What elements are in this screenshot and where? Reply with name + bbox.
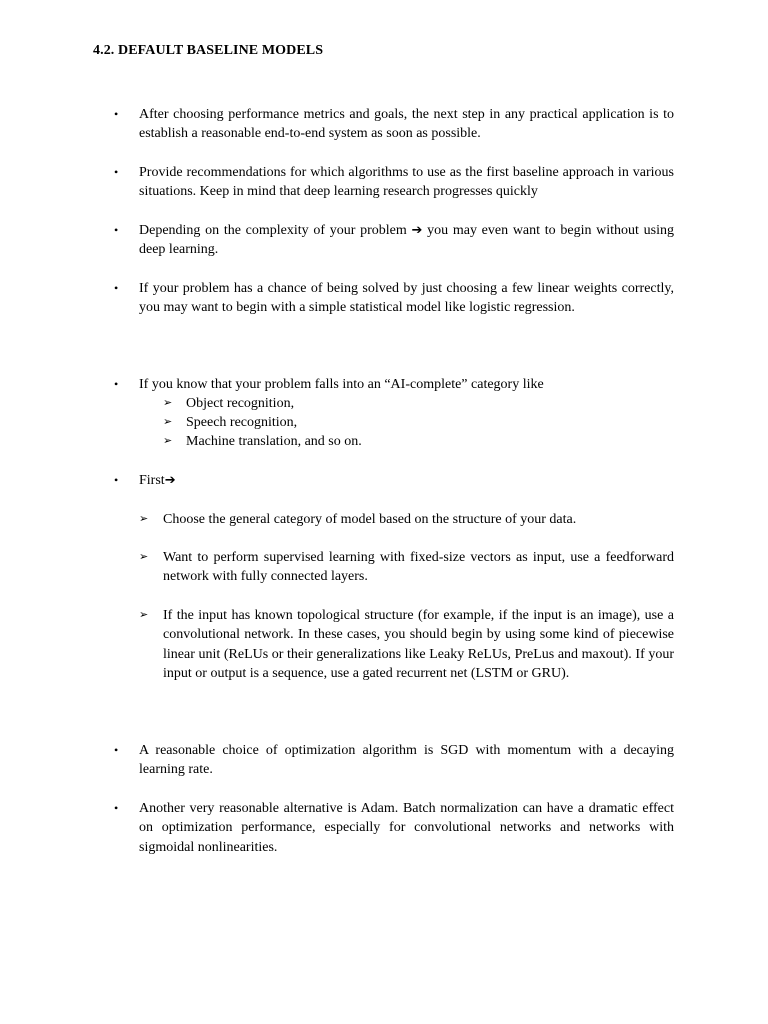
arrowhead-bullet-icon: ➢: [139, 513, 149, 525]
arrow-icon: ➔: [411, 223, 423, 238]
bullet-icon: •: [114, 473, 119, 487]
section-heading: 4.2. DEFAULT BASELINE MODELS: [93, 43, 324, 58]
bullet-text-part: First: [139, 473, 165, 488]
bullet-text-part: you may even want to begin without using deep learning.: [139, 223, 675, 258]
bullet-icon: •: [114, 165, 119, 179]
sub-item-text: Machine translation, and so on.: [186, 434, 362, 449]
arrowhead-bullet-icon: ➢: [163, 397, 173, 409]
sub-item-text: Choose the general category of model based on the structure of your data.: [163, 512, 577, 527]
bullet-icon: •: [114, 743, 119, 757]
bullet-icon: •: [114, 107, 119, 121]
arrowhead-bullet-icon: ➢: [139, 551, 149, 563]
arrow-icon: ➔: [164, 473, 176, 488]
bullet-text: A reasonable choice of optimization algorithm is SGD with momentum with a decaying learning rate.: [139, 743, 674, 778]
bullet-text-part: Depending on the complexity of your problem: [139, 223, 407, 238]
sub-item-text: If the input has known topological structure (for example, if the input is an image), use a convolutional network. In these cases, you should begin by using some kind of piecewise linear unit (ReLUs or their generalizations like Leaky ReLUs, PreLus and maxout). If your input or output is a sequence, use a gated recurrent net (LSTM or GRU).: [163, 608, 674, 681]
bullet-icon: •: [114, 223, 119, 237]
bullet-icon: •: [114, 801, 119, 815]
bullet-icon: •: [114, 377, 119, 391]
arrowhead-bullet-icon: ➢: [163, 416, 173, 428]
bullet-text: If you know that your problem falls into an “AI-complete” category like: [139, 377, 544, 392]
bullet-text: After choosing performance metrics and goals, the next step in any practical application is to establish a reasonable end-to-end system as soon as possible.: [139, 107, 674, 142]
arrowhead-bullet-icon: ➢: [139, 609, 149, 621]
sub-item-text: Speech recognition,: [186, 415, 298, 430]
sub-item-text: Object recognition,: [186, 396, 295, 411]
sub-item-text: Want to perform supervised learning with fixed-size vectors as input, use a feedforward network with fully connected layers.: [163, 550, 674, 585]
bullet-text: Provide recommendations for which algorithms to use as the first baseline approach in various situations. Keep in mind that deep learning research progresses quickly: [139, 165, 674, 200]
bullet-text: [139, 221, 674, 260]
bullet-text: Another very reasonable alternative is Adam. Batch normalization can have a dramatic effect on optimization performance, especially for convolutional networks and networks with sigmoidal nonlinearities.: [139, 801, 674, 855]
arrowhead-bullet-icon: ➢: [163, 435, 173, 447]
bullet-text: [139, 471, 674, 490]
bullet-icon: •: [114, 281, 119, 295]
bullet-text: If your problem has a chance of being solved by just choosing a few linear weights correctly, you may want to begin with a simple statistical model like logistic regression.: [139, 281, 674, 316]
